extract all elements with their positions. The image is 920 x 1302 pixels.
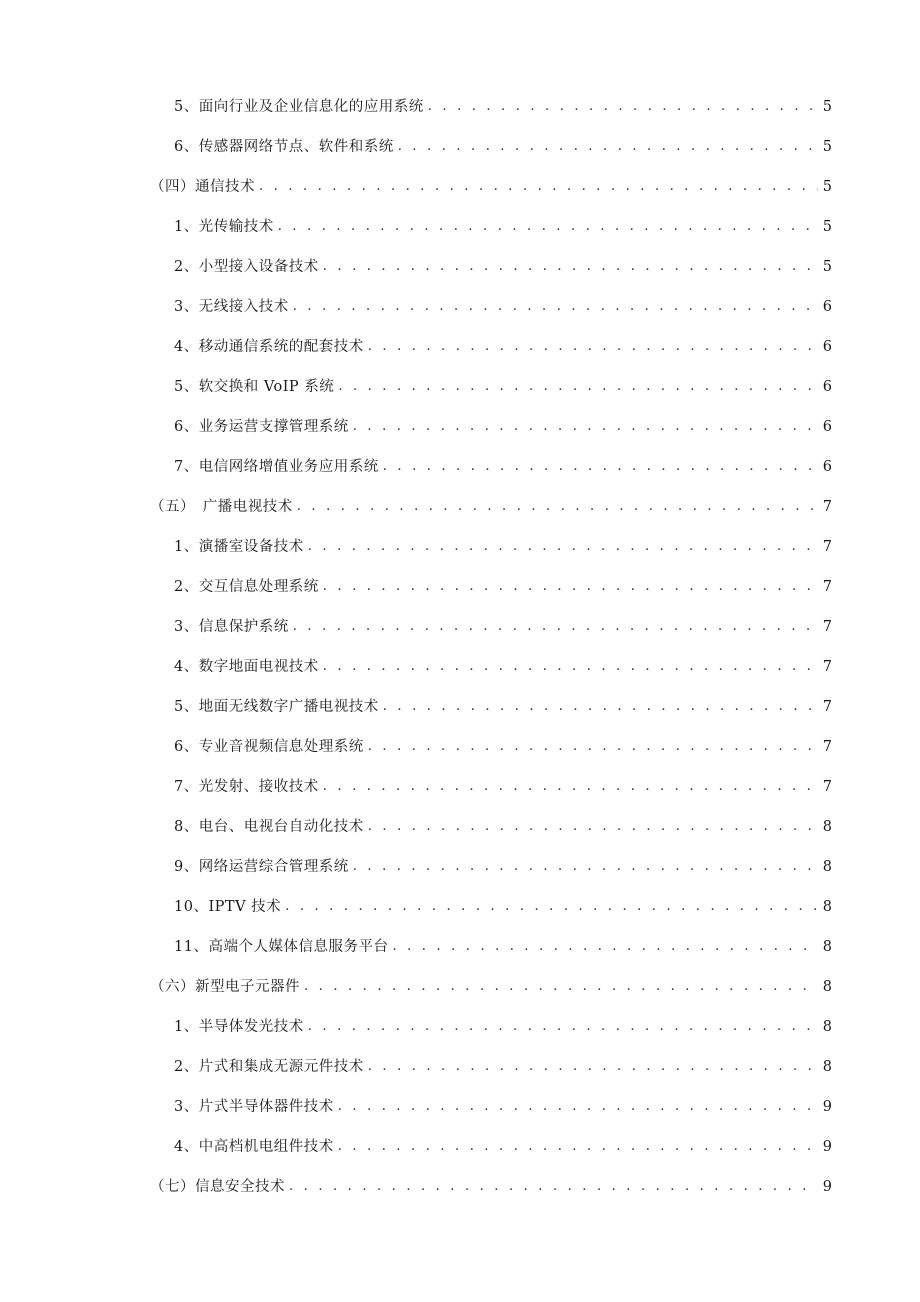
toc-dot-leader — [304, 976, 818, 1000]
toc-dot-leader — [323, 656, 818, 680]
toc-entry[interactable] — [174, 254, 832, 280]
toc-entry-page: 9 — [822, 1139, 832, 1155]
toc-entry-title: 6、专业音视频信息处理系统 — [174, 739, 364, 755]
toc-dot-leader — [259, 176, 818, 200]
toc-dot-leader — [278, 216, 818, 240]
toc-dot-leader — [353, 856, 818, 880]
toc-entry-page: 8 — [822, 819, 832, 835]
toc-entry[interactable] — [174, 414, 832, 440]
toc-entry-page: 7 — [822, 579, 832, 595]
toc-entry-page: 8 — [822, 1059, 832, 1075]
toc-entry[interactable] — [174, 734, 832, 760]
toc-entry[interactable] — [174, 814, 832, 840]
toc-entry-title: 4、数字地面电视技术 — [174, 659, 319, 675]
toc-entry-page: 7 — [822, 539, 832, 555]
toc-entry-title: 4、中高档机电组件技术 — [174, 1139, 334, 1155]
toc-entry-page: 5 — [822, 259, 832, 275]
toc-entry-title: 4、移动通信系统的配套技术 — [174, 339, 364, 355]
toc-entry[interactable] — [150, 494, 832, 520]
toc-entry[interactable] — [174, 134, 832, 160]
toc-entry-page: 8 — [822, 859, 832, 875]
toc-entry[interactable] — [174, 1134, 832, 1160]
toc-entry-title: 5、面向行业及企业信息化的应用系统 — [174, 99, 424, 115]
toc-entry-page: 9 — [822, 1099, 832, 1115]
toc-entry-page: 6 — [822, 379, 832, 395]
toc-entry[interactable] — [174, 334, 832, 360]
toc-entry-title: （六）新型电子元器件 — [150, 979, 300, 995]
toc-entry[interactable] — [174, 1054, 832, 1080]
toc-entry-page: 6 — [822, 459, 832, 475]
toc-entry[interactable] — [174, 294, 832, 320]
toc-entry[interactable] — [150, 974, 832, 1000]
toc-entry-title: 3、信息保护系统 — [174, 619, 289, 635]
toc-dot-leader — [368, 736, 818, 760]
toc-entry-title: 10、IPTV 技术 — [174, 899, 282, 915]
toc-entry-page: 5 — [822, 139, 832, 155]
toc-entry[interactable] — [174, 934, 832, 960]
toc-entry[interactable] — [174, 1014, 832, 1040]
toc-dot-leader — [293, 616, 818, 640]
toc-entry[interactable] — [174, 574, 832, 600]
toc-entry[interactable] — [150, 174, 832, 200]
toc-entry[interactable] — [174, 774, 832, 800]
toc-entry[interactable] — [174, 1094, 832, 1120]
toc-entry-page: 7 — [822, 659, 832, 675]
toc-entry-title: 5、地面无线数字广播电视技术 — [174, 699, 379, 715]
toc-entry-page: 5 — [822, 219, 832, 235]
toc-dot-leader — [353, 416, 818, 440]
toc-dot-leader — [338, 376, 818, 400]
toc-dot-leader — [383, 456, 818, 480]
toc-entry-title: 7、光发射、接收技术 — [174, 779, 319, 795]
toc-entry[interactable] — [174, 614, 832, 640]
toc-entry-title: 1、演播室设备技术 — [174, 539, 304, 555]
toc-entry[interactable] — [150, 1174, 832, 1200]
toc-entry-title: 2、交互信息处理系统 — [174, 579, 319, 595]
toc-dot-leader — [323, 256, 818, 280]
toc-entry-title: 6、传感器网络节点、软件和系统 — [174, 139, 394, 155]
toc-entry-title: 3、片式半导体器件技术 — [174, 1099, 334, 1115]
toc-entry-page: 6 — [822, 339, 832, 355]
toc-dot-leader — [383, 696, 818, 720]
toc-entry-title: 2、片式和集成无源元件技术 — [174, 1059, 364, 1075]
toc-dot-leader — [368, 336, 818, 360]
toc-entry[interactable] — [174, 454, 832, 480]
toc-entry-page: 8 — [822, 979, 832, 995]
toc-dot-leader — [308, 536, 818, 560]
toc-entry-title: 8、电台、电视台自动化技术 — [174, 819, 364, 835]
toc-entry-page: 5 — [822, 99, 832, 115]
toc-dot-leader — [323, 576, 818, 600]
toc-dot-leader — [368, 816, 818, 840]
toc-dot-leader — [323, 776, 818, 800]
toc-entry-title: （四）通信技术 — [150, 179, 255, 195]
toc-entry[interactable] — [174, 534, 832, 560]
toc-entry-title: （七）信息安全技术 — [150, 1179, 285, 1195]
toc-dot-leader — [285, 896, 818, 920]
toc-dot-leader — [338, 1136, 818, 1160]
toc-entry-title: 6、业务运营支撑管理系统 — [174, 419, 349, 435]
toc-dot-leader — [289, 1176, 818, 1200]
toc-entry-title: 1、光传输技术 — [174, 219, 274, 235]
toc-dot-leader — [308, 1016, 818, 1040]
toc-entry-title: 5、软交换和 VoIP 系统 — [174, 379, 335, 395]
toc-entry-page: 6 — [822, 299, 832, 315]
toc-entry[interactable] — [174, 374, 832, 400]
toc-entry[interactable] — [174, 694, 832, 720]
toc-dot-leader — [392, 936, 818, 960]
toc-entry-title: 2、小型接入设备技术 — [174, 259, 319, 275]
toc-entry-title: 3、无线接入技术 — [174, 299, 289, 315]
toc-entry[interactable] — [174, 854, 832, 880]
toc-entry-page: 7 — [822, 739, 832, 755]
toc-entry-page: 8 — [822, 1019, 832, 1035]
toc-dot-leader — [428, 96, 818, 120]
toc-dot-leader — [368, 1056, 818, 1080]
toc-entry[interactable] — [174, 214, 832, 240]
toc-entry-title: 11、高端个人媒体信息服务平台 — [174, 939, 389, 955]
toc-entry-page: 7 — [822, 779, 832, 795]
toc-entry-page: 6 — [822, 419, 832, 435]
toc-dot-leader — [293, 296, 818, 320]
toc-entry-title: 9、网络运营综合管理系统 — [174, 859, 349, 875]
toc-entry-page: 8 — [822, 899, 832, 915]
toc-entry[interactable] — [174, 654, 832, 680]
toc-entry-page: 7 — [822, 699, 832, 715]
toc-entry-page: 5 — [822, 179, 832, 195]
toc-entry-title: 1、半导体发光技术 — [174, 1019, 304, 1035]
toc-entry-title: 7、电信网络增值业务应用系统 — [174, 459, 379, 475]
toc-dot-leader — [297, 496, 818, 520]
toc-dot-leader — [338, 1096, 818, 1120]
toc-dot-leader — [398, 136, 818, 160]
toc-entry[interactable] — [174, 894, 832, 920]
toc-entry-page: 7 — [822, 619, 832, 635]
toc-entry-page: 7 — [822, 499, 832, 515]
toc-entry-title: （五） 广播电视技术 — [150, 499, 293, 515]
toc-entry-page: 8 — [822, 939, 832, 955]
toc-entry-page: 9 — [822, 1179, 832, 1195]
toc-entry[interactable] — [174, 94, 832, 120]
